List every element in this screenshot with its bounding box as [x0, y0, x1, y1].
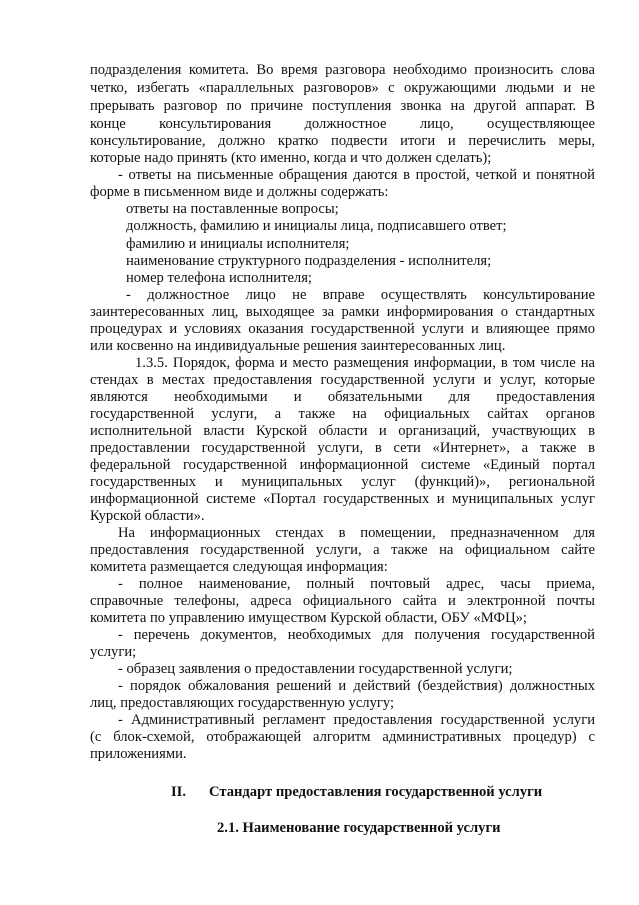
- text-line: предоставлении государственной услуги, в сети «Интернет», а также в: [90, 440, 595, 456]
- text-line: - порядок обжалования решений и действий (бездействия) должностных: [118, 678, 595, 694]
- text-line: подразделения комитета. Во время разговора необходимо произносить слова: [90, 62, 595, 78]
- text-line: лиц, предоставляющих государственную услугу;: [90, 695, 395, 711]
- text-line: четко, избегать «параллельных разговоров» с окружающими людьми и не: [90, 80, 595, 96]
- text-line: приложениями.: [90, 746, 187, 762]
- text-line: форме в письменном виде и должны содержать:: [90, 184, 389, 200]
- text-line: (с блок-схемой, отображающей алгоритм административных процедур) с: [90, 729, 595, 745]
- text-line: справочные телефоны, адреса официального сайта и электронной почты: [90, 593, 595, 609]
- text-line: являются необходимыми и обязательными для предоставления: [90, 389, 595, 405]
- text-line: - должностное лицо не вправе осуществлять консультирование: [126, 287, 595, 303]
- text-line: Курской области».: [90, 508, 205, 524]
- section-title: Стандарт предоставления государственной услуги: [209, 784, 543, 800]
- text-line: номер телефона исполнителя;: [126, 270, 312, 286]
- text-line: заинтересованных лиц, выходящее за рамки информирования о стандартных: [90, 304, 595, 320]
- section-number: II.: [171, 784, 187, 800]
- text-line: государственных и муниципальных услуг (функций)», региональной: [90, 474, 595, 490]
- text-line: которые надо принять (кто именно, когда и что должен сделать);: [90, 150, 492, 166]
- text-line: услуги;: [90, 644, 137, 660]
- text-line: процедурах и условиях оказания государственной услуги и влияющее прямо: [90, 321, 595, 337]
- text-line: информационной системе «Портал государственных и муниципальных услуг: [90, 491, 595, 507]
- text-line: - перечень документов, необходимых для получения государственной: [118, 627, 595, 643]
- text-line: фамилию и инициалы исполнителя;: [126, 236, 350, 252]
- text-line: комитета по управлению имуществом Курской области, ОБУ «МФЦ»;: [90, 610, 527, 626]
- text-line: или косвенно на индивидуальные решения заинтересованных лиц.: [90, 338, 506, 354]
- subsection-title: 2.1. Наименование государственной услуги: [217, 820, 501, 836]
- text-line: исполнительной власти Курской области и организаций, участвующих в: [90, 423, 595, 439]
- text-line: На информационных стендах в помещении, предназначенном для: [118, 525, 595, 541]
- text-line: комитета размещается следующая информация:: [90, 559, 388, 575]
- text-line: прерывать разговор по причине поступления звонка на другой аппарат. В: [90, 98, 595, 114]
- text-line: 1.3.5. Порядок, форма и место размещения информации, в том числе на: [135, 355, 595, 371]
- text-line: предоставления государственной услуги, а также на официальном сайте: [90, 542, 595, 558]
- text-line: федеральной государственной информационной системе «Единый портал: [90, 457, 595, 473]
- text-line: консультирование, должно кратко подвести итоги и перечислить меры,: [90, 133, 595, 149]
- text-line: наименование структурного подразделения - исполнителя;: [126, 253, 492, 269]
- text-line: конце консультирования должностное лицо, осуществляющее: [90, 116, 595, 132]
- text-line: стендах в местах предоставления государственной услуги и услуг, которые: [90, 372, 595, 388]
- text-line: - полное наименование, полный почтовый адрес, часы приема,: [118, 576, 595, 592]
- text-line: ответы на поставленные вопросы;: [126, 201, 339, 217]
- text-line: - образец заявления о предоставлении государственной услуги;: [118, 661, 513, 677]
- text-line: государственной услуги, а также на официальных сайтах органов: [90, 406, 595, 422]
- text-line: должность, фамилию и инициалы лица, подписавшего ответ;: [126, 218, 507, 234]
- text-line: - Административный регламент предоставления государственной услуги: [118, 712, 595, 728]
- text-line: - ответы на письменные обращения даются в простой, четкой и понятной: [118, 167, 595, 183]
